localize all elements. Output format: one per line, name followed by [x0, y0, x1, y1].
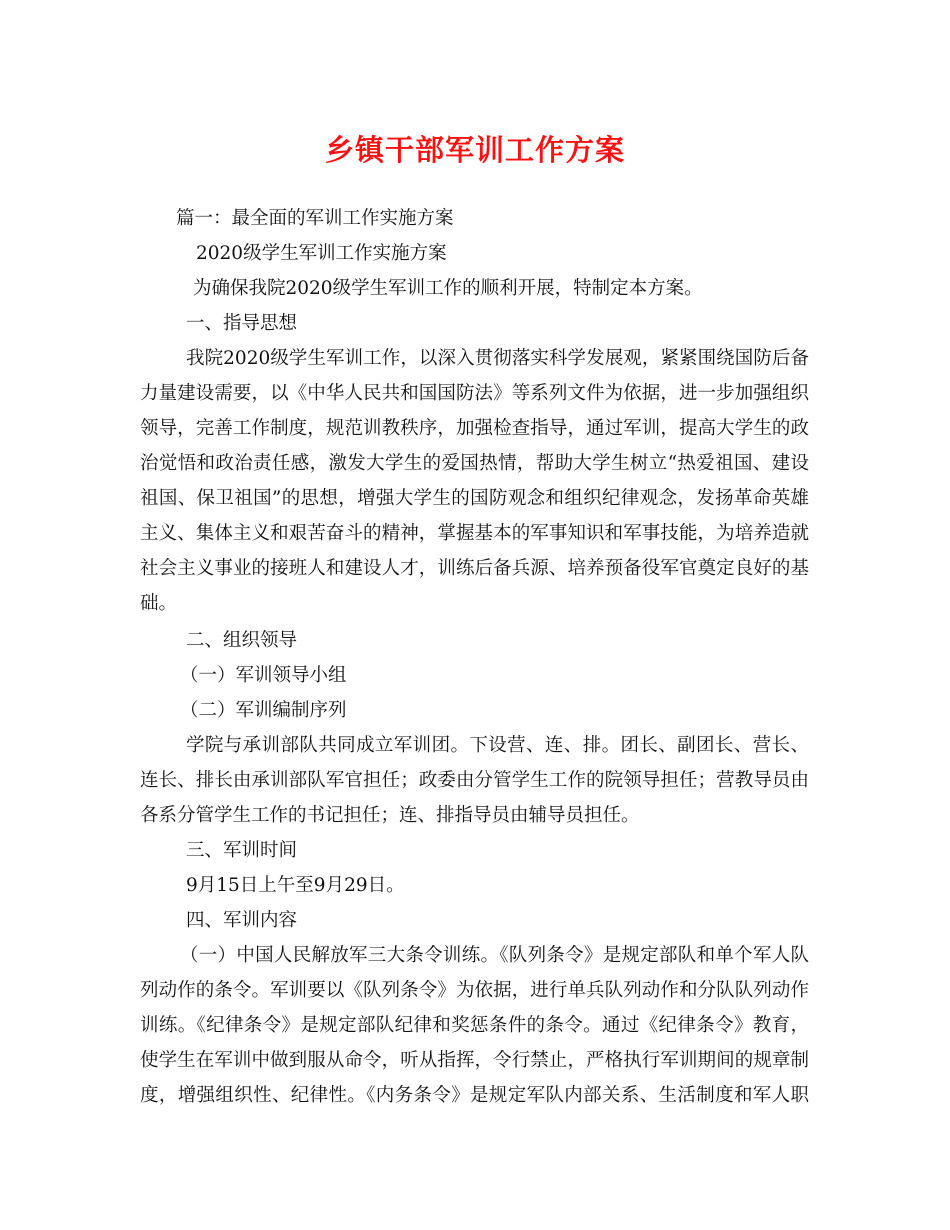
subsection-heading: （一）军训领导小组	[180, 665, 347, 686]
paragraph-line: 度，增强组织性、纪律性。《内务条令》是规定军队内部关系、生活制度和军人职	[140, 1085, 809, 1106]
paragraph-line: （一）中国人民解放军三大条令训练。《队列条令》是规定部队和单个军人队	[180, 945, 809, 966]
paragraph-line: 列动作的条令。军训要以《队列条令》为依据，进行单兵队列动作和分队队列动作	[140, 980, 809, 1001]
paragraph-line: 我院2020级学生军训工作，以深入贯彻落实科学发展观，紧紧围绕国防后备	[186, 348, 809, 369]
paragraph-line: 祖国、保卫祖国”的思想，增强大学生的国防观念和组织纪律观念，发扬革命英雄	[140, 488, 809, 509]
paragraph-line: 9月15日上午至9月29日。	[186, 875, 405, 896]
section-heading-1: 篇一：最全面的军训工作实施方案	[176, 208, 454, 229]
paragraph-line: 为确保我院2020级学生军训工作的顺利开展，特制定本方案。	[193, 278, 703, 299]
paragraph-line: 连长、排长由承训部队军官担任；政委由分管学生工作的院领导担任；营教导员由	[140, 770, 809, 791]
paragraph-line: 力量建设需要，以《中华人民共和国国防法》等系列文件为依据，进一步加强组织	[140, 383, 809, 404]
paragraph-line: 学院与承训部队共同成立军训团。下设营、连、排。团长、副团长、营长、	[186, 735, 809, 756]
section-heading: 三、军训时间	[186, 840, 298, 861]
paragraph-line: 使学生在军训中做到服从命令，听从指挥，令行禁止，严格执行军训期间的规章制	[140, 1050, 809, 1071]
paragraph-line: 础。	[140, 593, 178, 614]
subsection-heading: （二）军训编制序列	[180, 700, 347, 721]
paragraph-line: 训练。《纪律条令》是规定部队纪律和奖惩条件的条令。通过《纪律条令》教育，	[140, 1015, 809, 1036]
paragraph-line: 各系分管学生工作的书记担任；连、排指导员由辅导员担任。	[140, 805, 640, 826]
subtitle: 2020级学生军训工作实施方案	[196, 243, 447, 264]
paragraph-line: 领导，完善工作制度，规范训教秩序，加强检查指导，通过军训，提高大学生的政	[140, 418, 809, 439]
section-heading: 二、组织领导	[186, 630, 298, 651]
paragraph-line: 主义、集体主义和艰苦奋斗的精神，掌握基本的军事知识和军事技能，为培养造就	[140, 523, 809, 544]
paragraph-line: 治觉悟和政治责任感，激发大学生的爱国热情，帮助大学生树立“热爱祖国、建设	[140, 453, 809, 474]
section-heading: 四、军训内容	[186, 910, 298, 931]
section-heading: 一、指导思想	[186, 313, 298, 334]
document-title: 乡镇干部军训工作方案	[324, 133, 625, 167]
paragraph-line: 社会主义事业的接班人和建设人才，训练后备兵源、培养预备役军官奠定良好的基	[140, 558, 809, 579]
